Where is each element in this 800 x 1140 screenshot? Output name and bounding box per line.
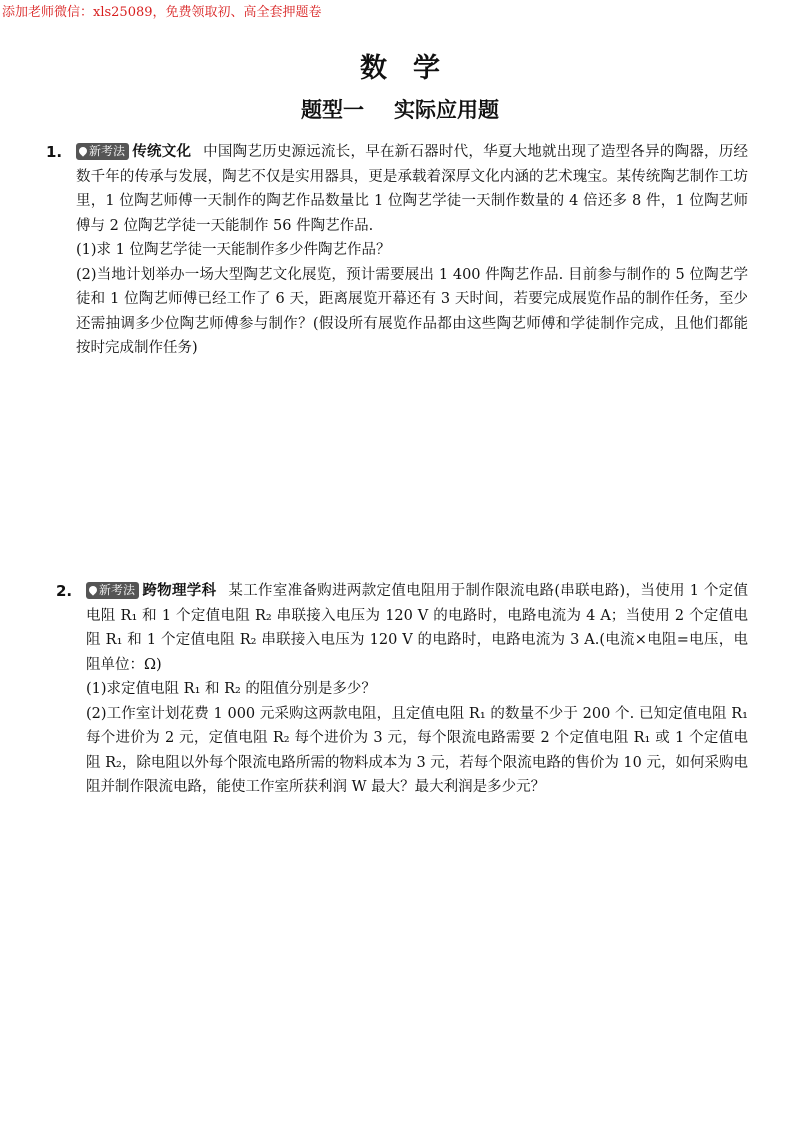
- question-part-1: (1)求定值电阻 R₁ 和 R₂ 的阻值分别是多少？: [86, 681, 376, 697]
- question-stem: 某工作室准备购进两款定值电阻用于制作限流电路(串联电路)，当使用 1 个定值电阻 R₁ 和 1 个定值电阻 R₂ 串联接入电压为 120 V 的电路时，电路电流为 4 A；当使用 2 个定值电阻 R₁ 和 1 个定值电阻 R₂ 串联接入电压为 120 V 的电路时，电路电流为 3 A.(电流×电阻=电压，电阻单位：Ω): [86, 583, 748, 673]
- new-method-badge: [76, 143, 129, 160]
- pin-icon: [77, 145, 88, 156]
- section-heading: [0, 94, 800, 124]
- question-2: [56, 579, 748, 800]
- question-stem: 中国陶艺历史源远流长，早在新石器时代，华夏大地就出现了造型各异的陶器，历经数千年的传承与发展，陶艺不仅是实用器具，更是承载着深厚文化内涵的艺术瑰宝。某传统陶艺制作工坊里，1 位陶艺师傅一天制作的陶艺作品数量比 1 位陶艺学徒一天制作数量的 4 倍还多 8 件，1 位陶艺师傅与 2 位陶艺学徒一天能制作 56 件陶艺作品.: [76, 144, 748, 234]
- question-stem-block: [76, 140, 748, 238]
- question-1: [46, 140, 748, 361]
- section-name: 实际应用题: [394, 98, 499, 122]
- page-title: 数学: [360, 53, 466, 84]
- section-label: 题型一: [301, 98, 364, 122]
- new-method-badge: [86, 582, 139, 599]
- watermark-text: 添加老师微信：xls25089，免费领取初、高全套押题卷: [2, 5, 322, 20]
- question-number: 1.: [46, 143, 63, 161]
- question-part-2: (2)工作室计划花费 1 000 元采购这两款电阻，且定值电阻 R₁ 的数量不少于 200 个. 已知定值电阻 R₁ 每个进价为 2 元，定值电阻 R₂ 每个进价为 3 元，每个限流电路需要 2 个定值电阻 R₁ 或 1 个定值电阻 R₂，除电阻以外每个限流电路所需的物料成本为 3 元，若每个限流电路的售价为 10 元，如何采购电阻并制作限流电路，能使工作室所获利润 W 最大？最大利润是多少元？: [86, 705, 748, 795]
- question-category: 传统文化: [132, 144, 192, 160]
- question-part-1: (1)求 1 位陶艺学徒一天能制作多少件陶艺作品？: [76, 242, 391, 258]
- badge-label: 新考法: [89, 144, 126, 158]
- question-part-2: (2)当地计划举办一场大型陶艺文化展览，预计需要展出 1 400 件陶艺作品. 目前参与制作的 5 位陶艺学徒和 1 位陶艺师傅已经工作了 6 天，距离展览开幕还有 3 天时间，若要完成展览作品的制作任务，至少还需抽调多少位陶艺师傅参与制作？(假设所有展览作品都由这些陶艺师傅和学徒制作完成，且他们都能按时完成制作任务): [76, 266, 748, 356]
- question-category: 跨物理学科: [142, 583, 217, 599]
- badge-label: 新考法: [99, 583, 136, 597]
- question-number: 2.: [56, 582, 73, 600]
- pin-icon: [87, 584, 98, 595]
- question-stem-block: [86, 579, 748, 677]
